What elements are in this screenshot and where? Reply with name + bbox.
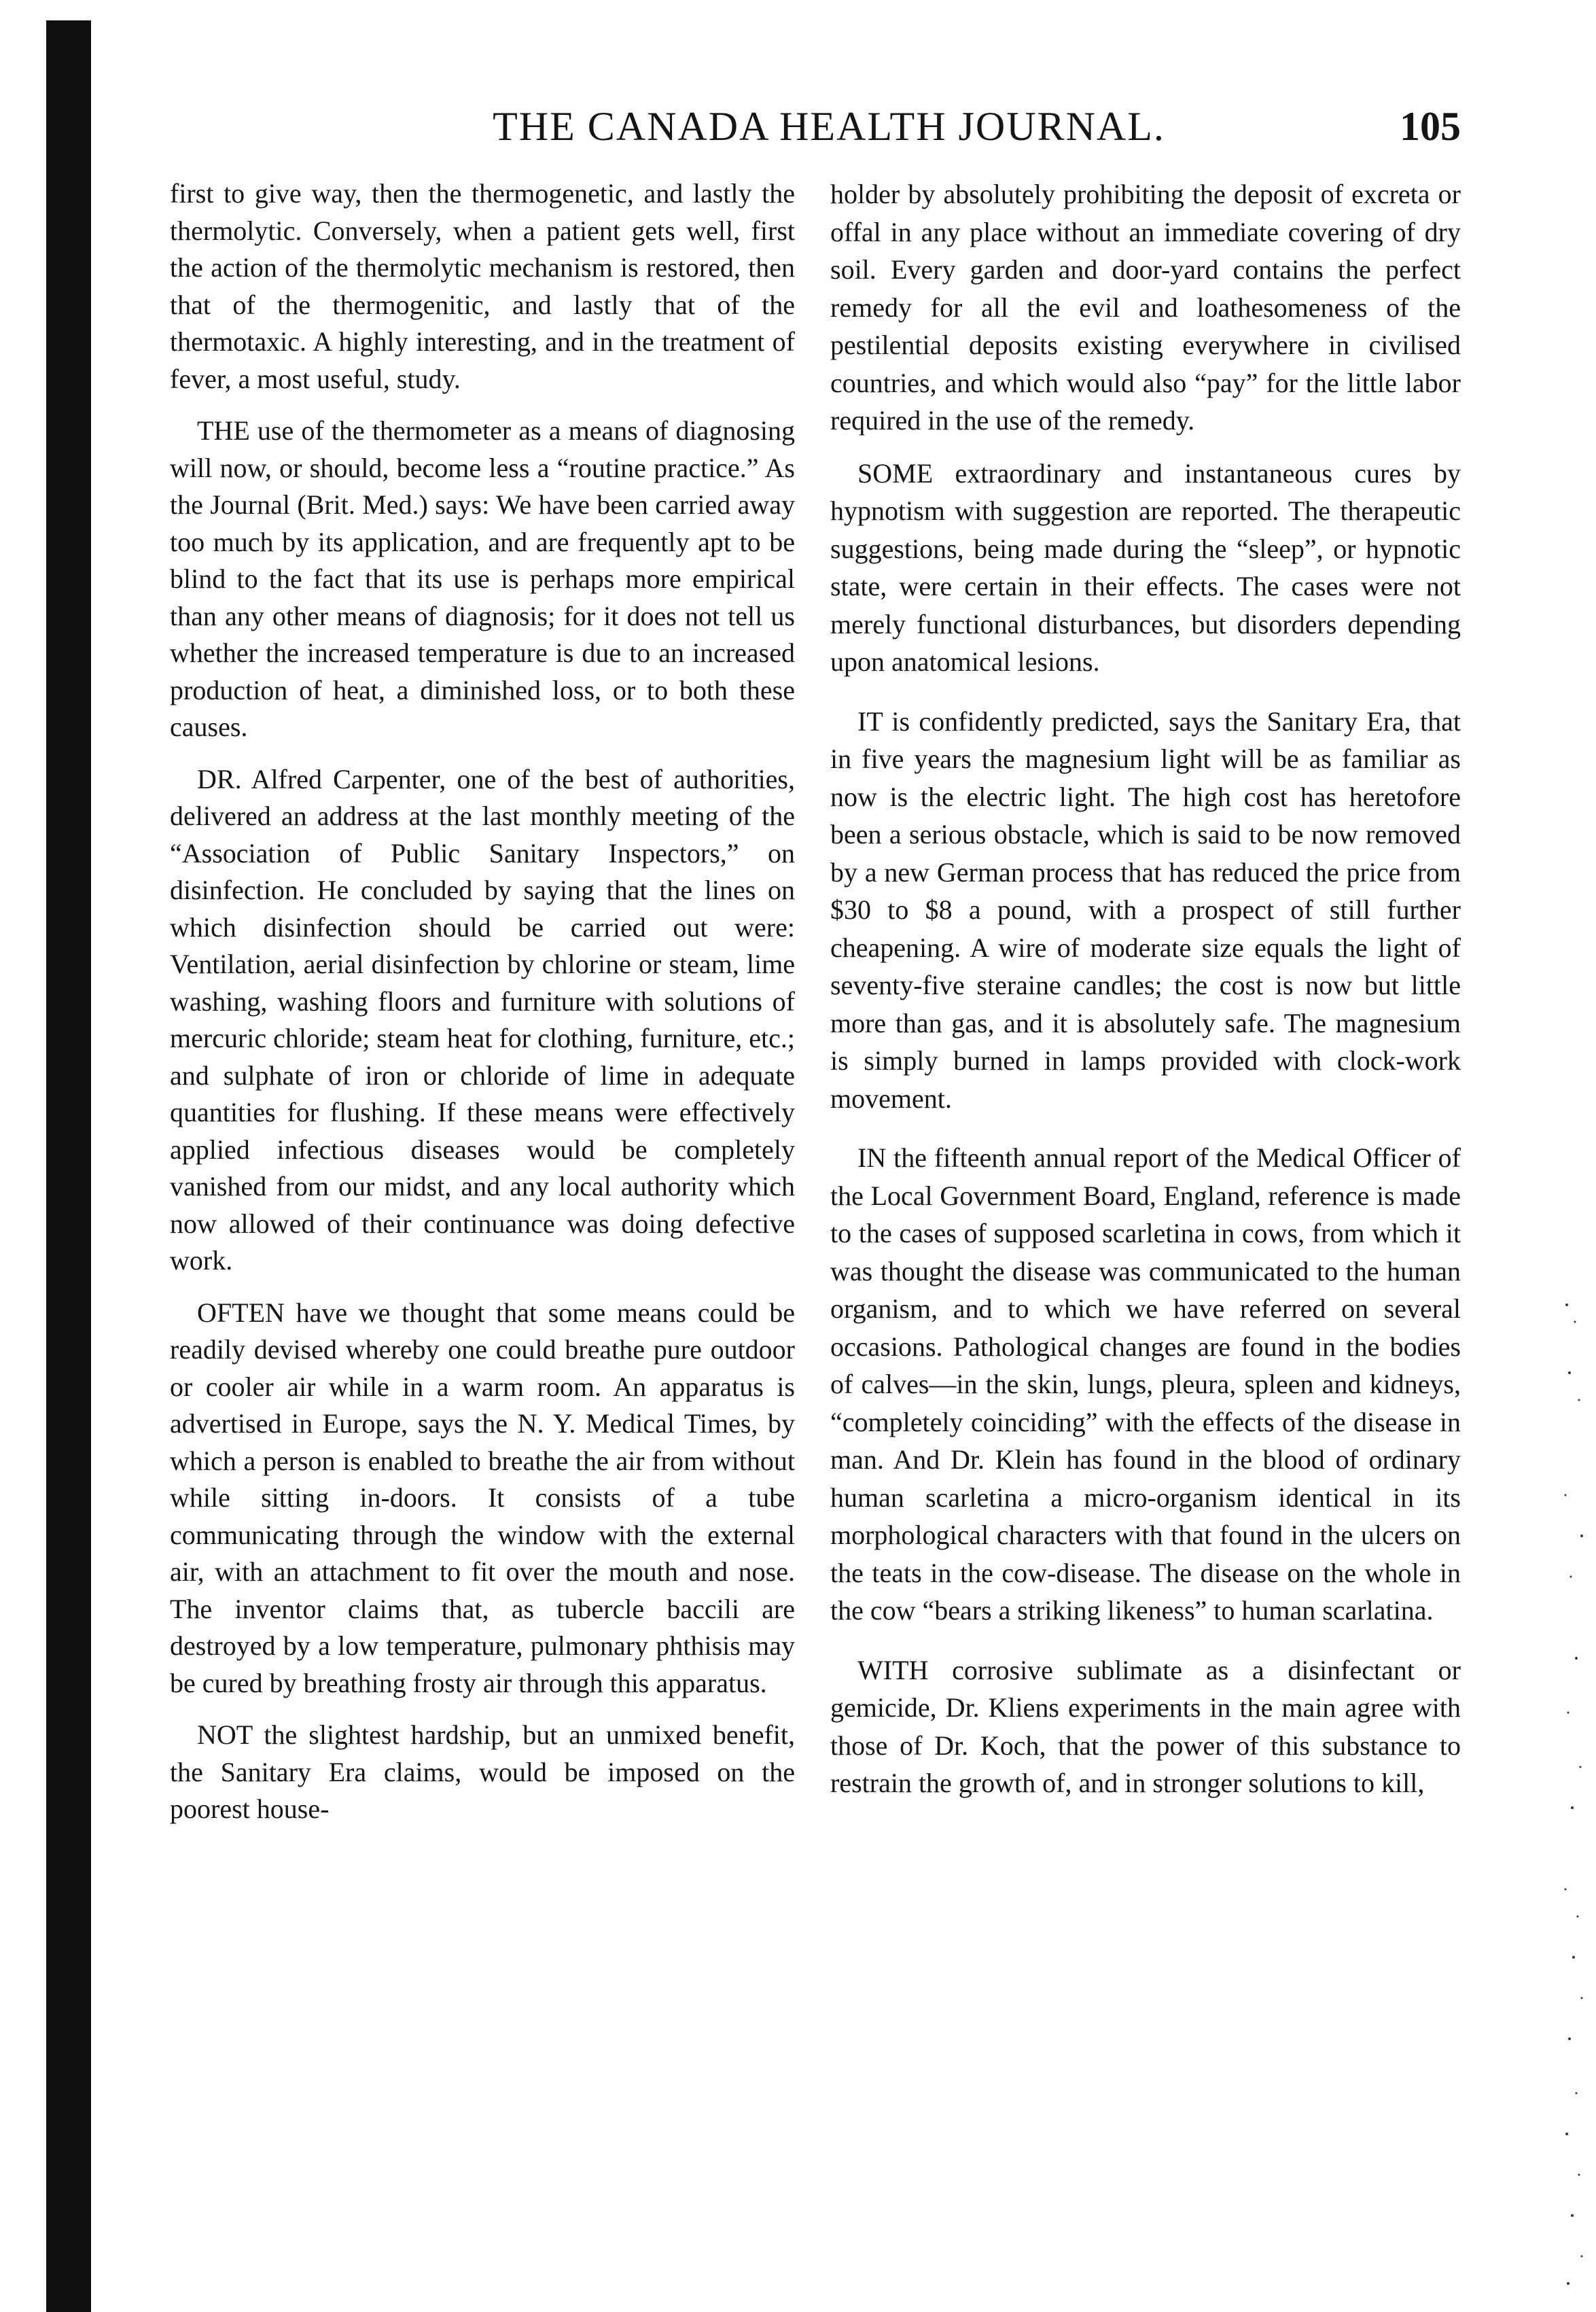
paragraph-breathing-apparatus: OFTEN have we thought that some means could be readily devised whereby one could breathe pure outdoor or cooler air while in a warm room. An apparatus is advertised in Europe, says the N. Y. Medical Times, by which a person is enabled to breathe the air from without while sitting in-doors. It consists of a tube communicating through the window with the external air, with an attachment to fit over the mouth and nose. The inventor claims that, as tubercle baccili are destroyed by a low temperature, pulmonary phthisis may be cured by breathing frosty air through this apparatus.: [170, 1297, 795, 1698]
paragraph-magnesium-light: IT is confidently predicted, says the Sanitary Era, that in five years the magnesium light will be as familiar as now is the electric light. The high cost has heretofore been a serious obstacle, which is said to be now removed by a new German process that has reduced the price from $30 to $8 a pound, with a prospect of still further cheapening. A wire of moderate size equals the light of seventy-five steraine candles; the cost is now but little more than gas, and it is absolutely safe. The magnesium is simply burned in lamps provided with clock-work movement.: [830, 705, 1461, 1114]
running-header: [0, 95, 1596, 156]
left-column: [170, 175, 795, 2289]
page-number: 105: [1400, 104, 1461, 149]
paragraph-dry-soil-continued: holder by absolutely prohibiting the deposit of excreta or offal in any place without an immediate covering of dry soil. Every garden and door-yard contains the perfect remedy for all the evil and loathesomeness of the pestilential deposits existing everywhere in civilised countries, and which would also “pay” for the little labor required in the use of the remedy.: [830, 179, 1461, 436]
journal-title: THE CANADA HEALTH JOURNAL.: [493, 104, 1165, 149]
paragraph-scarletina-cows: IN the fifteenth annual report of the Medical Officer of the Local Government Board, England, reference is made to the cases of supposed scarletina in cows, from which it was thought the disease was communicated to the human organism, and to which we have referred on several occasions. Pathological changes are found in the bodies of calves—in the skin, lungs, pleura, spleen and kidneys, “completely coinciding” with the effects of the disease in man. And Dr. Klein has found in the blood of ordinary human scarletina a micro-organism identical in its morphological characters with that found in the ulcers on the teats in the cow-disease. The disease on the whole in the cow “bears a striking likeness” to human scarlatina.: [830, 1142, 1461, 1626]
page-binding-shadow: [46, 20, 91, 2312]
paragraph-hypnotism-cures: SOME extraordinary and instantaneous cures by hypnotism with suggestion are reported. The therapeutic suggestions, being made during the “sleep”, or hypnotic state, were certain in their effects. The cases were not merely functional disturbances, but disorders depending upon anatomical lesions.: [830, 457, 1461, 677]
paragraph-sanitary-era-dry-soil: NOT the slightest hardship, but an unmixed benefit, the Sanitary Era claims, would be imposed on the poorest house-: [170, 1719, 795, 1824]
paragraph-carpenter-disinfection: DR. Alfred Carpenter, one of the best of authorities, delivered an address at the last monthly meeting of the “Association of Public Sanitary Inspectors,” on disinfection. He concluded by saying that the lines on which disinfection should be carried out were: Ventilation, aerial disinfection by chlorine or steam, lime washing, washing floors and furniture with solutions of mercuric chloride; steam heat for clothing, furniture, etc.; and sulphate of iron or chloride of lime in adequate quantities for flushing. If these means were effectively applied infectious diseases would be completely vanished from our midst, and any local authority which now allowed of their continuance was doing defective work.: [170, 763, 795, 1276]
right-column: [830, 175, 1461, 2289]
paragraph-thermometer-diagnosis: THE use of the thermometer as a means of diagnosing will now, or should, become less a “routine practice.” As the Journal (Brit. Med.) says: We have been carried away too much by its application, and are frequently apt to be blind to the fact that its use is perhaps more empirical than any other means of diagnosis; for it does not tell us whether the increased temperature is due to an increased production of heat, a diminished loss, or to both these causes.: [170, 415, 795, 742]
paragraph-thermolytic-conclusion: first to give way, then the thermogenetic, and lastly the thermolytic. Conversely, when a patient gets well, first the action of the thermolytic mechanism is restored, then that of the thermogenitic, and lastly that of the thermotaxic. A highly interesting, and in the treatment of fever, a most useful, study.: [170, 178, 795, 394]
paragraph-corrosive-sublimate: WITH corrosive sublimate as a disinfectant or gemicide, Dr. Kliens experiments in the main agree with those of Dr. Koch, that the power of this substance to restrain the growth of, and in stronger solutions to kill,: [830, 1654, 1461, 1798]
scan-noise-speckles: [1561, 1291, 1589, 2297]
